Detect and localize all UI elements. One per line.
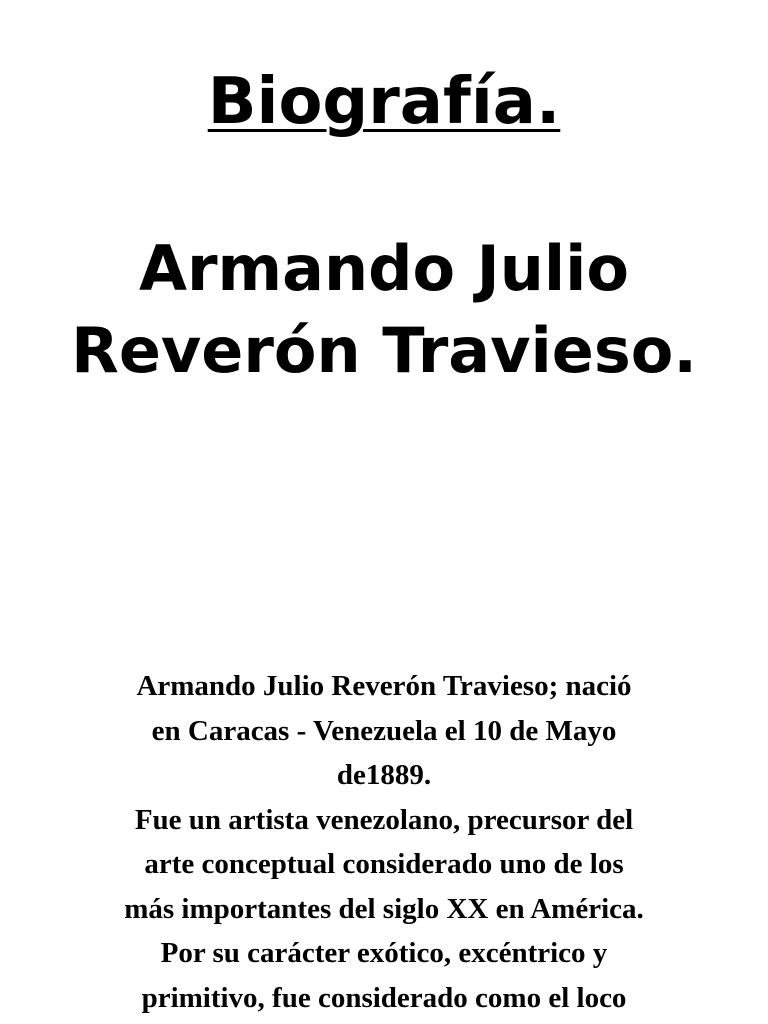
subject-name	[0, 228, 768, 392]
body-line-7: Por su carácter exótico, excéntrico y	[160, 937, 608, 969]
body-line-1: Armando Julio Reverón Travieso; nació	[136, 670, 632, 702]
body-line-8: primitivo, fue considerado como el loco	[141, 981, 627, 1014]
body-line-2: en Caracas - Venezuela el 10 de Mayo	[151, 714, 617, 747]
body-line-3: de1889.	[336, 759, 432, 791]
biography-paragraph	[40, 664, 728, 1020]
body-line-6: más importantes del siglo XX en América.	[124, 892, 644, 925]
subject-name-line-1: Armando Julio	[138, 232, 629, 305]
body-line-4: Fue un artista venezolano, precursor del	[134, 803, 634, 836]
page-title: Biografía.	[207, 65, 561, 139]
subject-name-line-2: Reverón Travieso.	[71, 314, 697, 387]
body-line-5: arte conceptual considerado uno de los	[144, 848, 624, 880]
